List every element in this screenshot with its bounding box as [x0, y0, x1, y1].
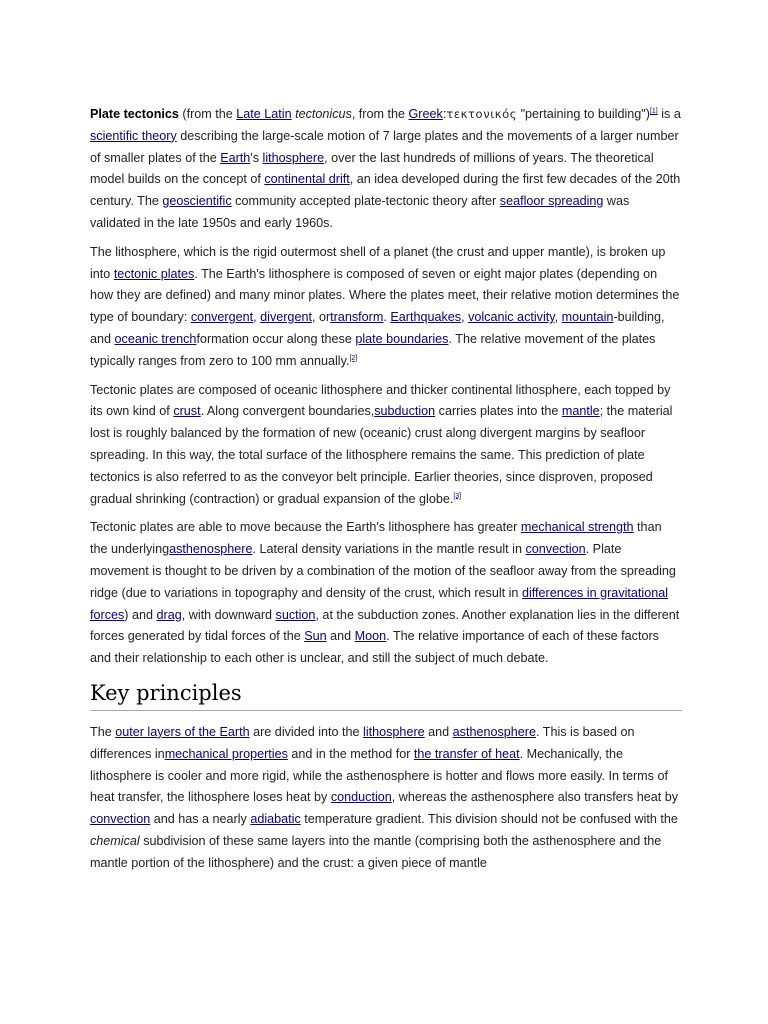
text-run: temperature gradient. This division should not be confused with the [300, 812, 678, 827]
text-run: , [461, 310, 469, 325]
text-run: and in the method for [287, 746, 414, 761]
text-run: . The relative importance of each of these factors and their relationship to each other is unclear, and still the subject of much debate. [90, 629, 659, 666]
link-earthquakes[interactable]: Earthquakes [390, 310, 462, 325]
link-greek[interactable]: Greek [408, 107, 443, 121]
citation-2-link[interactable]: [2] [349, 354, 358, 362]
text-run: than the underlying [90, 520, 662, 557]
link-mechanical-strength[interactable]: mechanical strength [520, 520, 634, 535]
citation-3-link[interactable]: [3] [453, 492, 462, 500]
link-geoscientific[interactable]: geoscientific [162, 194, 232, 209]
text-run: is a [657, 107, 681, 121]
link-mountain[interactable]: mountain [561, 310, 614, 325]
link-crust[interactable]: crust [173, 404, 201, 419]
text-run: , from the [351, 107, 409, 121]
link-late-latin[interactable]: Late Latin [236, 107, 292, 121]
link-conduction[interactable]: conduction [330, 790, 392, 805]
link-convergent[interactable]: convergent [190, 310, 254, 325]
text-run: , whereas the asthenosphere also transfers heat by [391, 790, 679, 805]
intro-paragraph-3 [90, 380, 682, 511]
text-run: The [90, 724, 116, 739]
key-principles-paragraph-1 [90, 722, 682, 875]
link-subduction[interactable]: subduction [374, 404, 436, 419]
link-sun[interactable]: Sun [304, 629, 327, 644]
text-run: ) and [124, 607, 157, 622]
text-run: . Plate movement is thought to be driven by a combination of the motion of the seafloor away from the spreading ridge (due to variations in topography and density of the crust, which result in [90, 542, 676, 600]
link-asthenosphere-2[interactable]: asthenosphere [452, 724, 536, 739]
link-earth[interactable]: Earth [220, 150, 251, 165]
link-convection[interactable]: convection [525, 542, 586, 557]
link-scientific-theory[interactable]: scientific theory [90, 128, 177, 143]
citation-3 [453, 492, 461, 499]
text-run: are divided into the [249, 724, 364, 739]
intro-paragraph-1 [90, 104, 682, 235]
link-seafloor-spreading[interactable]: seafloor spreading [499, 194, 604, 209]
intro-paragraph-2 [90, 242, 682, 373]
link-tectonic-plates[interactable]: tectonic plates [113, 266, 195, 281]
greek-word: τεκτονικός [446, 107, 518, 121]
intro-section [90, 104, 682, 670]
key-principles-section [90, 722, 682, 875]
text-run: . The Earth's lithosphere is composed of seven or eight major plates (depending on how they are defined) and many minor plates. Where the plates meet, their relative motion determines the type of boundary: [90, 266, 680, 325]
text-run: , an idea developed during the first few decades of the 20th century. The [90, 172, 681, 209]
text-run: 's [250, 150, 263, 165]
link-outer-layers[interactable]: outer layers of the Earth [115, 724, 250, 739]
link-gravitational-forces[interactable]: differences in gravitational forces [90, 585, 669, 622]
link-mantle[interactable]: mantle [561, 404, 600, 419]
text-run: , with downward [181, 607, 276, 622]
link-continental-drift[interactable]: continental drift [264, 172, 350, 187]
text-run: , at the subduction zones. Another explanation lies in the different forces generated by tidal forces of the [90, 607, 680, 644]
text-run: community accepted plate-tectonic theory after [231, 194, 500, 209]
link-lithosphere-2[interactable]: lithosphere [363, 724, 425, 739]
article-subject: Plate tectonics [90, 107, 179, 121]
text-run: and [326, 629, 355, 644]
link-plate-boundaries[interactable]: plate boundaries [355, 331, 449, 346]
text-run: : [442, 107, 447, 121]
text-run: Tectonic plates are able to move because the Earth's lithosphere has greater [90, 520, 521, 535]
link-volcanic-activity[interactable]: volcanic activity [468, 310, 555, 325]
italic-text: tectonicus [295, 107, 352, 121]
citation-1 [650, 108, 658, 115]
link-divergent[interactable]: divergent [260, 310, 312, 325]
link-asthenosphere[interactable]: asthenosphere [169, 542, 253, 557]
text-run: , or [311, 310, 331, 325]
text-run: Tectonic plates are composed of oceanic lithosphere and thicker continental lithosphere, each topped by its own kind of [90, 382, 671, 419]
text-run: carries plates into the [435, 404, 562, 419]
text-run: , over the last hundreds of millions of years. The theoretical model builds on the concept of [90, 150, 654, 187]
text-run: . The relative movement of the plates typically ranges from zero to 100 mm annually. [90, 331, 656, 368]
text-run: and has a nearly [150, 812, 251, 827]
text-run: -building, and [90, 310, 665, 346]
text-run: , [253, 310, 261, 325]
text-run: (from the [178, 107, 237, 121]
text-run: was validated in the late 1950s and early 1960s. [90, 194, 630, 230]
link-suction[interactable]: suction [275, 607, 316, 622]
text-run: "pertaining to building") [517, 107, 650, 121]
link-transform[interactable]: transform [330, 310, 384, 325]
text-run: . Mechanically, the lithosphere is cooler and more rigid, while the asthenosphere is hotter and flows more easily. In terms of heat transfer, the lithosphere loses heat by [90, 746, 668, 805]
link-lithosphere[interactable]: lithosphere [262, 150, 325, 165]
article-body [90, 104, 682, 882]
text-run: . Along convergent boundaries, [200, 404, 375, 419]
link-convection-2[interactable]: convection [90, 812, 151, 827]
citation-2 [349, 355, 357, 362]
link-mechanical-properties[interactable]: mechanical properties [164, 746, 288, 761]
text-run: . [383, 310, 391, 325]
text-run: formation occur along these [196, 331, 356, 346]
text-run: describing the large-scale motion of 7 large plates and the movements of a larger number of smaller plates of the [90, 128, 679, 165]
citation-1-link[interactable]: [1] [649, 107, 658, 115]
text-run: ; the material lost is roughly balanced by the formation of new (oceanic) crust along divergent margins by seafloor spreading. In this way, the total surface of the lithosphere remains the same. This prediction of plate tectonics is also referred to as the conveyor belt principle. Earlier theories, since disproven, proposed gradual shrinking (contraction) or gradual expansion of the globe. [90, 404, 673, 506]
link-oceanic-trench[interactable]: oceanic trench [114, 331, 197, 346]
text-run: . Lateral density variations in the mantle result in [252, 542, 526, 557]
link-adiabatic[interactable]: adiabatic [250, 812, 301, 827]
text-run: and [424, 724, 453, 739]
intro-paragraph-4 [90, 517, 682, 670]
italic-text: chemical [90, 833, 140, 848]
text-run: , [554, 310, 562, 325]
text-run: subdivision of these same layers into the mantle (comprising both the asthenosphere and the mantle portion of the lithosphere) and the crust: a given piece of mantle [90, 833, 662, 870]
text-run: . This is based on differences in [90, 724, 635, 761]
link-moon[interactable]: Moon [354, 629, 387, 644]
link-drag[interactable]: drag [156, 607, 182, 622]
link-heat-transfer[interactable]: the transfer of heat [413, 746, 520, 761]
text-run: The lithosphere, which is the rigid outermost shell of a planet (the crust and upper mantle), is broken up into [90, 244, 666, 281]
section-heading-key-principles: Key principles [90, 678, 682, 711]
